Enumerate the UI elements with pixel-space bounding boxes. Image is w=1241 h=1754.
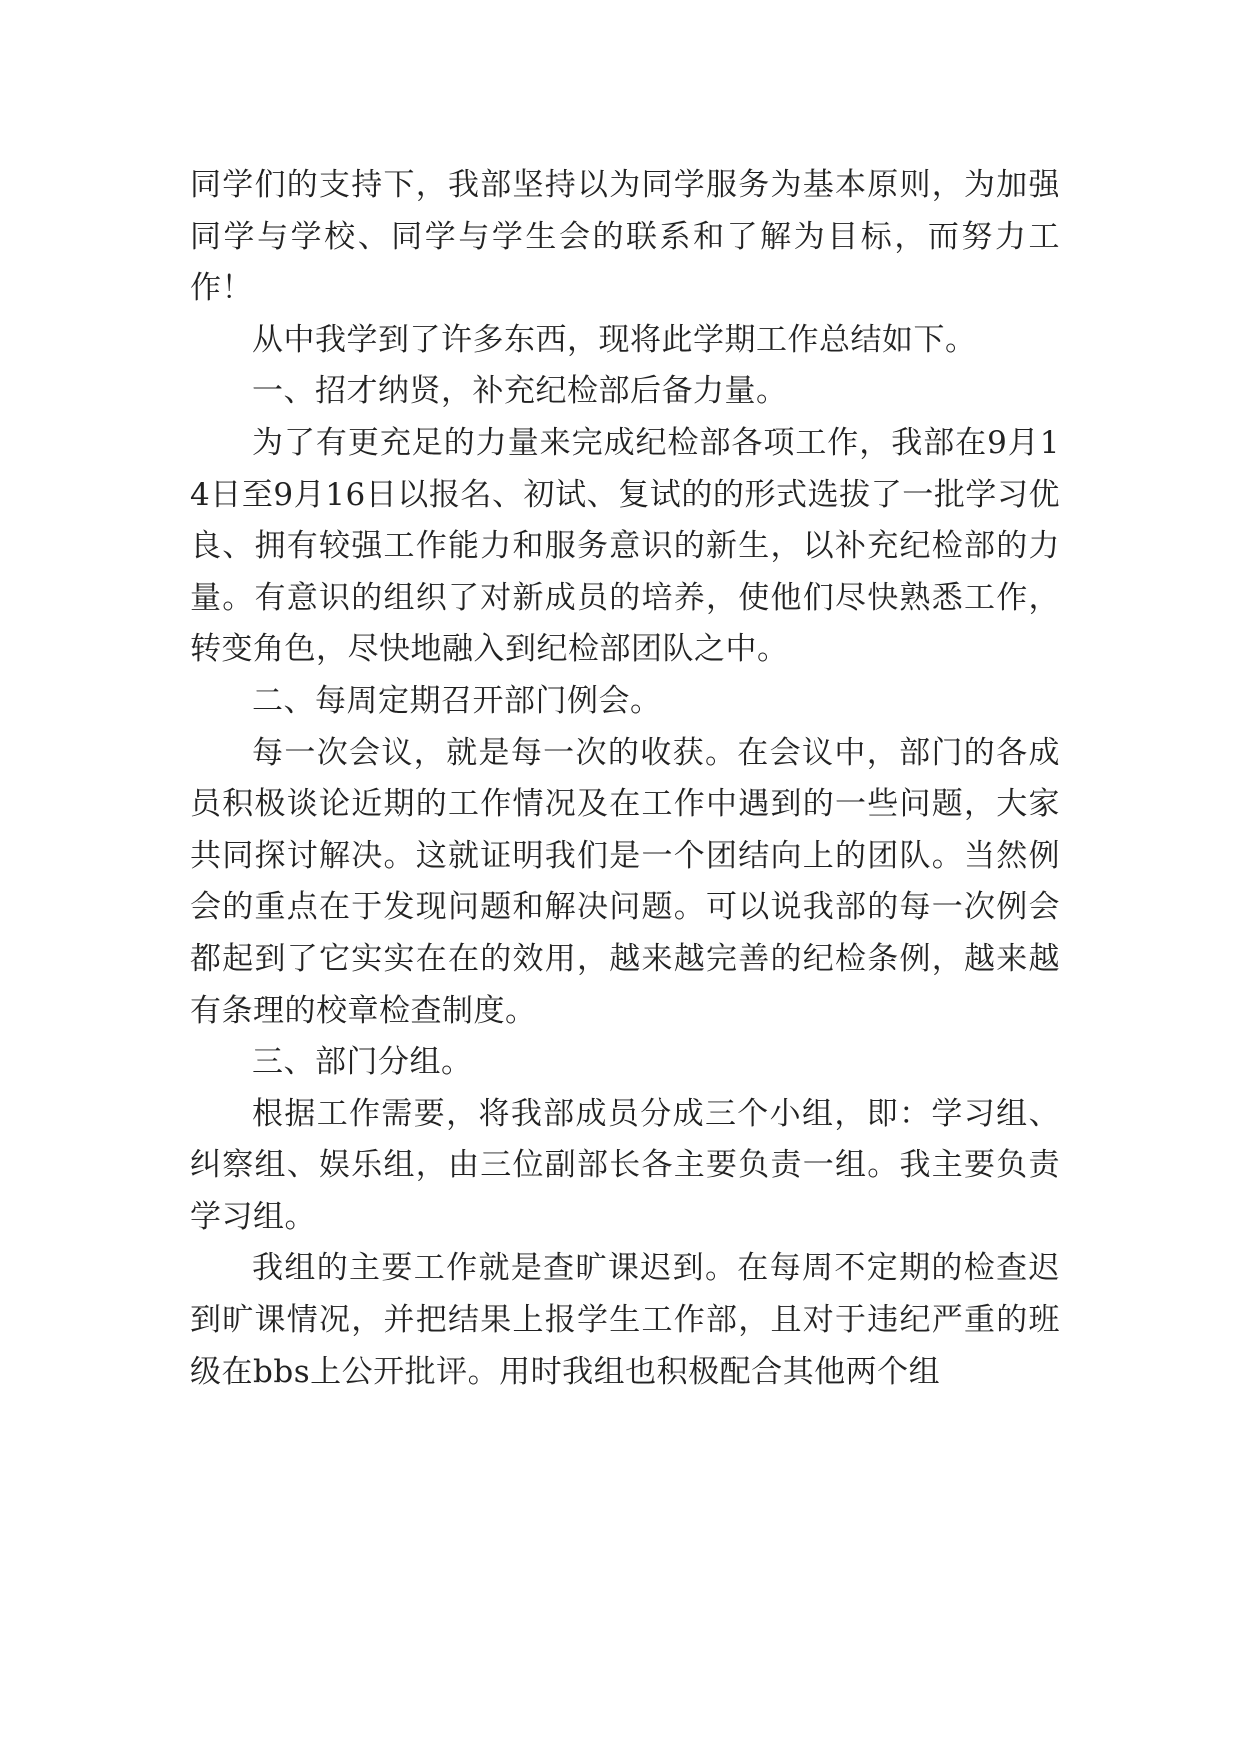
paragraph-4: 每一次会议，就是每一次的收获。在会议中，部门的各成员积极谈论近期的工作情况及在工作中遇到的一些问题，大家共同探讨解决。这就证明我们是一个团结向上的团队。当然例会的重点在于发现问题和解决问题。可以说我部的每一次例会都起到了它实实在在的效用，越来越完善的纪检条例，越来越有条理的校章检查制度。: [190, 734, 1060, 1029]
paragraph-3: 为了有更充足的力量来完成纪检部各项工作，我部在9月14日至9月16日以报名、初试、复试的的形式选拔了一批学习优良、拥有较强工作能力和服务意识的新生，以补充纪检部的力量。有意识的组织了对新成员的培养，使他们尽快熟悉工作，转变角色，尽快地融入到纪检部团队之中。: [190, 424, 1060, 668]
section-heading-2: 二、每周定期召开部门例会。: [252, 682, 662, 719]
section-heading-3: 三、部门分组。: [252, 1044, 473, 1081]
paragraph-6: 我组的主要工作就是查旷课迟到。在每周不定期的检查迟到旷课情况，并把结果上报学生工作部，且对于违纪严重的班级在bbs上公开批评。用时我组也积极配合其他两个组: [190, 1250, 1060, 1390]
paragraph-2: 从中我学到了许多东西，现将此学期工作总结如下。: [252, 321, 977, 358]
section-heading-1: 一、招才纳贤，补充纪检部后备力量。: [252, 373, 788, 410]
paragraph-5: 根据工作需要，将我部成员分成三个小组，即：学习组、纠察组、娱乐组，由三位副部长各主要负责一组。我主要负责学习组。: [190, 1095, 1060, 1235]
paragraph-1: 同学们的支持下，我部坚持以为同学服务为基本原则，为加强同学与学校、同学与学生会的联系和了解为目标，而努力工作！: [190, 167, 1060, 307]
document-body: [190, 160, 1060, 1398]
